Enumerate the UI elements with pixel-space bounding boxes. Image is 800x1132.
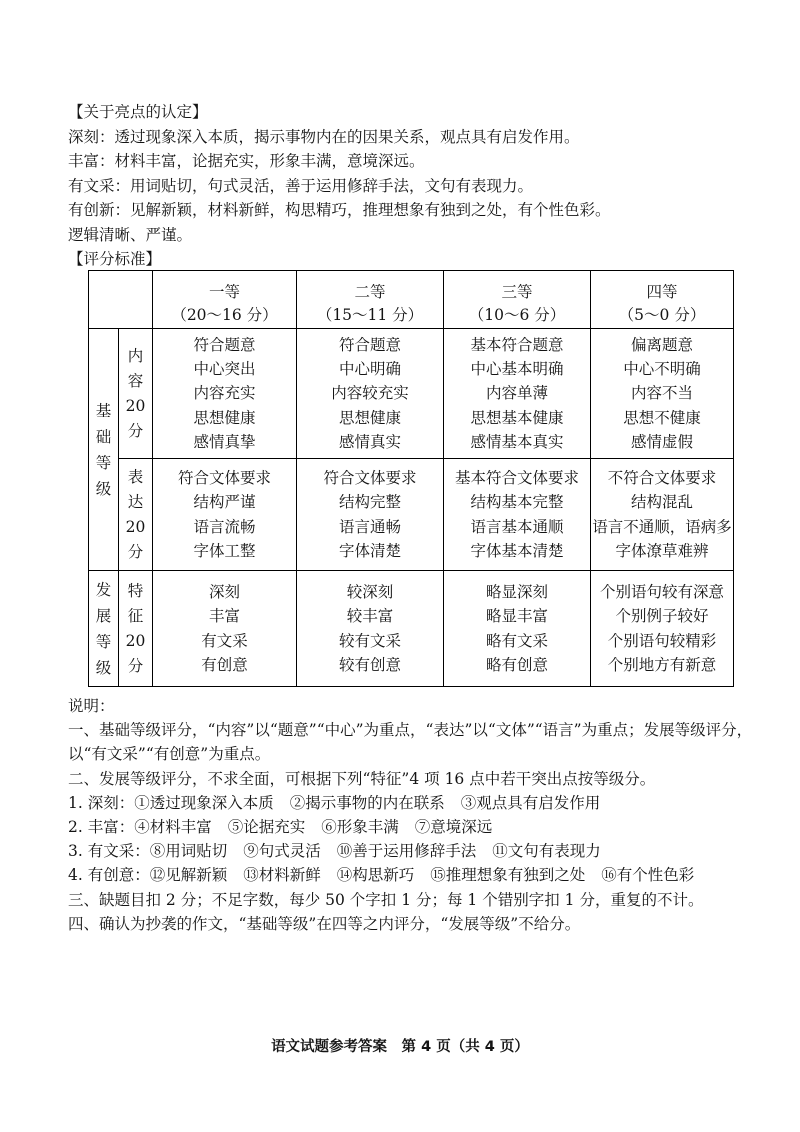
notes-heading: 说明： — [68, 697, 115, 715]
vertical-char: 容 — [127, 371, 144, 390]
features-grade-4-cell — [591, 571, 734, 687]
feature-point: ⑧用词贴切 — [149, 842, 228, 861]
grade-range: （5～0 分） — [618, 306, 706, 324]
cell-line: 个别例子较好 — [615, 607, 709, 626]
highlight-literary: 有文采：用词贴切，句式灵活，善于运用修辞手法，文句有表现力。 — [68, 176, 534, 195]
feature-label: 3. 有文采： — [68, 842, 150, 861]
cell-line: 略有文采 — [485, 631, 548, 650]
vertical-char: 等 — [95, 632, 112, 651]
cell-line: 有文采 — [201, 631, 248, 650]
feature-point: ⑭构思新巧 — [336, 866, 415, 885]
cell-line: 较有创意 — [338, 655, 401, 674]
content-grade-2-cell — [297, 329, 444, 459]
grade-range: （15～11 分） — [316, 306, 424, 324]
vertical-char: 础 — [95, 427, 112, 446]
vertical-char: 20 — [125, 631, 146, 650]
note-item-4: 四、确认为抄袭的作文，“基础等级”在四等之内评分，“发展等级”不给分。 — [68, 914, 581, 933]
cell-line: 感情真实 — [338, 432, 401, 451]
cell-line: 丰富 — [208, 607, 240, 626]
cell-line: 个别语句较精彩 — [607, 631, 717, 650]
feature-label: 4. 有创意： — [68, 866, 150, 885]
cell-line: 较有文采 — [338, 631, 401, 650]
cell-line: 字体清楚 — [338, 541, 401, 560]
notes-section — [68, 694, 752, 936]
cell-line: 思想健康 — [338, 408, 401, 427]
grade-range: （10～6 分） — [468, 306, 566, 324]
cell-line: 语言流畅 — [193, 517, 256, 536]
grade-name: 二等 — [354, 283, 386, 301]
cell-line: 语言通畅 — [338, 517, 401, 536]
cell-line: 结构完整 — [338, 493, 401, 512]
cell-line: 偏离题意 — [630, 335, 693, 354]
cell-line: 中心基本明确 — [470, 360, 564, 379]
row-label-text — [119, 579, 152, 679]
cell-line: 结构混乱 — [630, 493, 693, 512]
cell-line: 内容充实 — [193, 384, 256, 403]
cell-line: 中心不明确 — [623, 360, 701, 379]
highlights-heading: 【关于亮点的认定】 — [68, 103, 208, 121]
feature-point: ⑩善于运用修辞手法 — [336, 842, 477, 861]
cell-line: 思想不健康 — [623, 408, 701, 427]
expression-grade-3-cell — [444, 459, 591, 571]
feature-point: ④材料丰富 — [134, 817, 212, 836]
cell-line: 思想健康 — [193, 408, 256, 427]
cell-line: 符合文体要求 — [323, 468, 417, 487]
grade-header-4 — [591, 271, 734, 329]
expression-grade-4-cell — [591, 459, 734, 571]
note-item-3: 三、缺题目扣 2 分；不足字数，每少 50 个字扣 1 分；每 1 个错别字扣 1 分，重复的不计。 — [68, 890, 704, 909]
cell-line: 基本符合题意 — [470, 335, 564, 354]
feature-point: ⑪文句有表现力 — [492, 842, 601, 861]
cell-line: 感情基本真实 — [470, 432, 564, 451]
highlight-deep: 深刻：透过现象深入本质，揭示事物内在的因果关系，观点具有启发作用。 — [68, 127, 580, 146]
vertical-char: 表 — [127, 467, 144, 486]
vertical-char: 级 — [95, 479, 112, 498]
grade-name: 四等 — [646, 283, 678, 301]
feature-point: ②揭示事物的内在联系 — [289, 793, 445, 812]
feature-point: ③观点具有启发作用 — [460, 793, 601, 812]
vertical-char: 分 — [127, 656, 144, 675]
cell-line: 符合文体要求 — [177, 468, 271, 487]
cell-line: 不符合文体要求 — [607, 468, 717, 487]
cell-line: 有创意 — [201, 655, 248, 674]
features-grade-1-cell — [153, 571, 297, 687]
features-grade-3-cell — [444, 571, 591, 687]
cell-line: 个别地方有新意 — [607, 655, 717, 674]
feature-point: ⑦意境深远 — [414, 817, 493, 836]
content-grade-3-cell — [444, 329, 591, 459]
vertical-char: 基 — [95, 401, 112, 420]
cell-line: 结构严谨 — [193, 493, 256, 512]
row-label-text — [119, 344, 152, 444]
content-grade-1-cell — [153, 329, 297, 459]
cell-line: 感情虚假 — [630, 432, 693, 451]
row-label-features — [119, 571, 153, 687]
feature-line-deep — [68, 791, 752, 815]
features-grade-2-cell — [297, 571, 444, 687]
cell-line: 字体工整 — [193, 541, 256, 560]
scoring-heading: 【评分标准】 — [68, 250, 162, 268]
feature-point: ⑨句式灵活 — [243, 842, 321, 861]
cell-line: 内容不当 — [630, 384, 693, 403]
vertical-char: 20 — [125, 396, 146, 415]
highlight-innovative: 有创新：见解新颖，材料新鲜，构思精巧，推理想象有独到之处，有个性色彩。 — [68, 201, 611, 219]
cell-line: 语言基本通顺 — [470, 517, 564, 536]
cell-line: 较深刻 — [346, 582, 394, 601]
grade-header-2 — [297, 271, 444, 329]
content-grade-4-cell — [591, 329, 734, 459]
vertical-char: 分 — [127, 421, 144, 440]
feature-line-rich — [68, 815, 752, 839]
expression-grade-2-cell — [297, 459, 444, 571]
highlights-section — [68, 100, 611, 272]
feature-point: ①透过现象深入本质 — [134, 793, 274, 812]
table-row-expression — [89, 459, 734, 571]
note-item-1-line-2: 以“有文采”“有创意”为重点。 — [68, 745, 271, 764]
group-label-development — [89, 571, 119, 687]
cell-line: 中心突出 — [193, 360, 256, 379]
cell-line: 内容较充实 — [331, 384, 409, 403]
row-label-text — [119, 465, 152, 565]
highlight-logic: 逻辑清晰、严谨。 — [68, 225, 193, 244]
vertical-char: 分 — [127, 542, 144, 561]
table-row-content — [89, 329, 734, 459]
page-footer: 语文试题参考答案 第 4 页（共 4 页） — [271, 1039, 529, 1055]
cell-line: 字体基本清楚 — [470, 541, 564, 560]
cell-line: 略有创意 — [485, 655, 548, 674]
table-corner-cell — [89, 271, 153, 329]
grade-name: 一等 — [208, 283, 240, 301]
vertical-char: 等 — [95, 453, 112, 472]
vertical-char: 发 — [95, 580, 112, 599]
cell-line: 符合题意 — [338, 335, 401, 354]
grade-name: 三等 — [501, 283, 533, 301]
cell-line: 内容单薄 — [485, 384, 548, 403]
cell-line: 字体潦草难辨 — [615, 541, 709, 560]
cell-line: 结构基本完整 — [470, 493, 564, 512]
highlight-rich: 丰富：材料丰富，论据充实，形象丰满，意境深远。 — [68, 152, 425, 170]
vertical-char: 20 — [125, 517, 146, 536]
cell-line: 符合题意 — [193, 335, 256, 354]
cell-line: 略显深刻 — [485, 582, 548, 601]
cell-line: 语言不通顺，语病多 — [592, 517, 732, 536]
cell-line: 较丰富 — [346, 607, 394, 626]
vertical-char: 达 — [127, 492, 144, 511]
grade-range: （20～16 分） — [171, 306, 278, 324]
vertical-char: 征 — [127, 606, 144, 625]
cell-line: 中心明确 — [338, 360, 401, 379]
grade-header-1 — [153, 271, 297, 329]
cell-line: 略显丰富 — [485, 607, 548, 626]
table-row-features — [89, 571, 734, 687]
feature-point: ⑫见解新颖 — [149, 866, 228, 885]
row-label-expression — [119, 459, 153, 571]
group-label-text — [89, 577, 118, 681]
feature-line-literary — [68, 839, 752, 863]
table-header-row — [89, 271, 734, 329]
cell-line: 感情真挚 — [193, 432, 256, 451]
feature-point: ⑮推理想象有独到之处 — [430, 866, 586, 885]
vertical-char: 展 — [95, 606, 112, 625]
grade-header-3 — [444, 271, 591, 329]
vertical-char: 级 — [95, 658, 112, 677]
feature-point: ⑥形象丰满 — [321, 817, 399, 836]
group-label-text — [89, 398, 118, 502]
note-item-2: 二、发展等级评分，不求全面，可根据下列“特征”4 项 16 点中若干突出点按等级分。 — [68, 769, 656, 788]
expression-grade-1-cell — [153, 459, 297, 571]
vertical-char: 内 — [127, 346, 144, 365]
scoring-table — [88, 270, 734, 687]
feature-point: ⑬材料新鲜 — [243, 866, 321, 885]
feature-point: ⑤论据充实 — [227, 817, 306, 836]
note-item-1-line-1: 一、基础等级评分，“内容”以“题意”“中心”为重点，“表达”以“文体”“语言”为重点；发展等级评分， — [68, 721, 753, 740]
cell-line: 基本符合文体要求 — [454, 468, 579, 487]
cell-line: 深刻 — [208, 582, 240, 601]
feature-line-creative — [68, 863, 752, 887]
feature-point: ⑯有个性色彩 — [601, 866, 695, 885]
feature-label: 1. 深刻： — [68, 793, 135, 812]
vertical-char: 特 — [127, 581, 144, 600]
cell-line: 思想基本健康 — [470, 408, 564, 427]
row-label-content — [119, 329, 153, 459]
group-label-basic — [89, 329, 119, 571]
feature-label: 2. 丰富： — [68, 817, 135, 836]
cell-line: 个别语句较有深意 — [599, 582, 724, 601]
